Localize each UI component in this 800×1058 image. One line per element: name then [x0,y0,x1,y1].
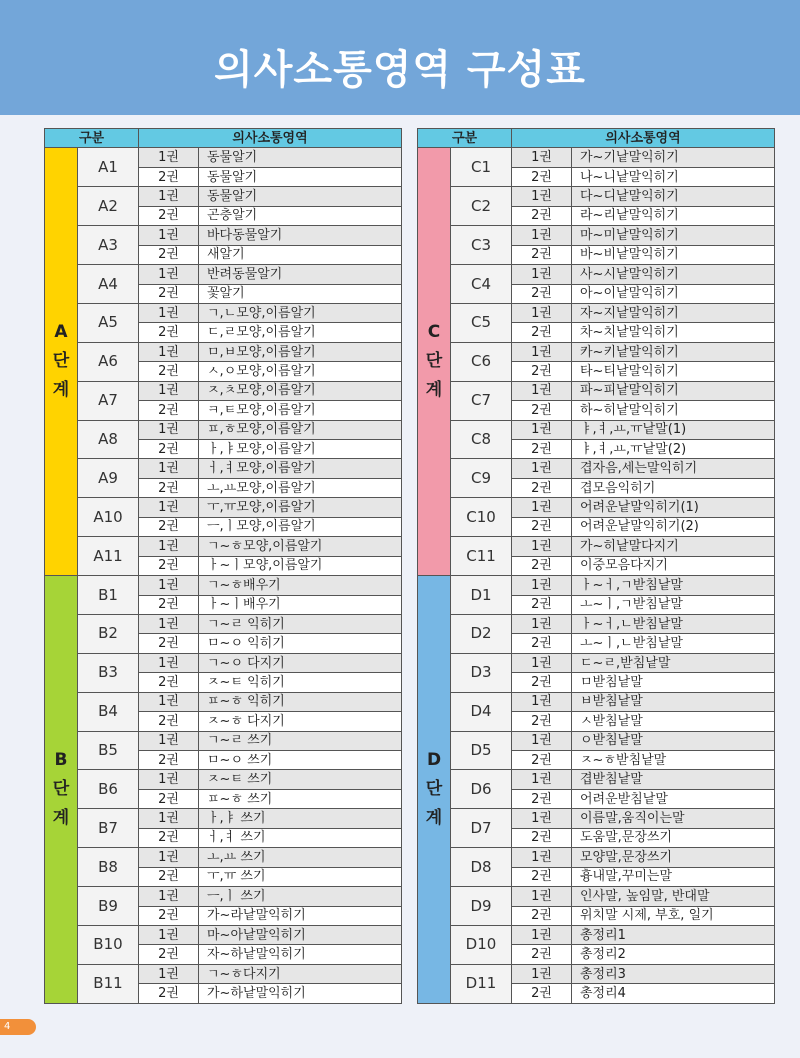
area-item: 총정리1 [572,925,775,944]
volume-label: 1권 [139,692,199,711]
volume-label: 1권 [139,887,199,906]
volume-label: 1권 [512,187,572,206]
table-row [45,887,402,906]
group-code: C3 [451,226,512,265]
volume-label: 2권 [512,945,572,964]
volume-label: 1권 [512,692,572,711]
table-row [45,265,402,284]
table-row [45,187,402,206]
area-item: 인사말, 높임말, 반대말 [572,887,775,906]
group-code: A10 [78,498,139,537]
volume-label: 1권 [512,887,572,906]
area-item: 마~미낱말익히기 [572,226,775,245]
group-code: C9 [451,459,512,498]
area-item: ㅋ,ㅌ모양,이름알기 [199,401,402,420]
volume-label: 2권 [139,634,199,653]
area-item: ㅏ~ㅓ,ㄱ받침낱말 [572,576,775,595]
group-code: D8 [451,848,512,887]
volume-label: 2권 [512,517,572,536]
group-code: C11 [451,537,512,576]
volume-label: 1권 [512,265,572,284]
title-banner [0,0,800,115]
table-row [418,887,775,906]
table-row [418,614,775,633]
area-item: ㅅ,ㅇ모양,이름알기 [199,362,402,381]
volume-label: 1권 [139,148,199,167]
volume-label: 1권 [139,187,199,206]
table-row [45,420,402,439]
table-row [418,342,775,361]
table-row [45,692,402,711]
volume-label: 2권 [139,984,199,1003]
volume-label: 1권 [139,303,199,322]
area-item: ㅍ~ㅎ 쓰기 [199,789,402,808]
volume-label: 2권 [139,401,199,420]
area-item: 바다동물알기 [199,226,402,245]
volume-label: 1권 [512,848,572,867]
table-row [418,226,775,245]
volume-label: 1권 [139,964,199,983]
header-area: 의사소통영역 [139,129,402,148]
group-code: C4 [451,265,512,304]
group-code: D4 [451,692,512,731]
group-code: A9 [78,459,139,498]
volume-label: 1권 [139,459,199,478]
table-row [418,925,775,944]
volume-label: 1권 [139,576,199,595]
area-item: 이중모음다지기 [572,556,775,575]
area-item: ㅓ,ㅕ 쓰기 [199,828,402,847]
volume-label: 1권 [512,770,572,789]
table-row [418,265,775,284]
volume-label: 1권 [139,265,199,284]
area-item: ㄷ~ㄹ,받침낱말 [572,653,775,672]
area-item: 가~하낱말익히기 [199,984,402,1003]
group-code: C8 [451,420,512,459]
area-item: 동물알기 [199,187,402,206]
area-item: 타~티낱말익히기 [572,362,775,381]
group-code: D11 [451,964,512,1003]
group-code: D9 [451,887,512,926]
area-item: ㄷ,ㄹ모양,이름알기 [199,323,402,342]
volume-label: 1권 [512,148,572,167]
volume-label: 2권 [512,789,572,808]
area-item: ㅅ받침낱말 [572,712,775,731]
area-item: ㅈ~ㅌ 익히기 [199,673,402,692]
volume-label: 1권 [512,342,572,361]
volume-label: 1권 [512,731,572,750]
group-code: B5 [78,731,139,770]
group-code: B6 [78,770,139,809]
group-code: A5 [78,303,139,342]
group-code: C1 [451,148,512,187]
table-row [45,925,402,944]
area-item: ㄱ~ㅎ다지기 [199,964,402,983]
volume-label: 2권 [139,828,199,847]
volume-label: 2권 [139,556,199,575]
area-item: ㅏ,ㅑ 쓰기 [199,809,402,828]
volume-label: 1권 [512,537,572,556]
area-item: 이름말,움직이는말 [572,809,775,828]
level-char: 계 [52,807,70,828]
area-item: 겹자음,세는말익히기 [572,459,775,478]
volume-label: 1권 [512,614,572,633]
area-item: ㅏ~ㅣ모양,이름알기 [199,556,402,575]
volume-label: 1권 [139,809,199,828]
area-item: ㅓ,ㅕ모양,이름알기 [199,459,402,478]
table-row [45,614,402,633]
level-char: 계 [425,380,443,401]
page-title: 의사소통영역 구성표 [214,47,586,93]
table-row [418,381,775,400]
volume-label: 2권 [512,751,572,770]
area-item: ㅁ~ㅇ 쓰기 [199,751,402,770]
volume-label: 2권 [139,867,199,886]
volume-label: 2권 [512,828,572,847]
table-row [418,848,775,867]
volume-label: 2권 [512,245,572,264]
volume-label: 1권 [512,964,572,983]
volume-label: 2권 [512,867,572,886]
table-row [45,848,402,867]
group-code: A1 [78,148,139,187]
volume-label: 2권 [139,362,199,381]
volume-label: 2권 [512,362,572,381]
table-row [418,303,775,322]
group-code: A6 [78,342,139,381]
group-code: A3 [78,226,139,265]
volume-label: 2권 [139,751,199,770]
group-code: A4 [78,265,139,304]
volume-label: 1권 [139,381,199,400]
group-code: A11 [78,537,139,576]
area-item: 새알기 [199,245,402,264]
volume-label: 2권 [512,323,572,342]
page-number: 4 [0,1019,36,1035]
volume-label: 2권 [512,556,572,575]
group-code: B10 [78,925,139,964]
area-item: ㅁ~ㅇ 익히기 [199,634,402,653]
group-code: B1 [78,576,139,615]
group-code: C5 [451,303,512,342]
volume-label: 1권 [512,420,572,439]
volume-label: 2권 [139,906,199,925]
area-item: ㅍ,ㅎ모양,이름알기 [199,420,402,439]
area-item: ㅗ~ㅣ,ㄱ받침낱말 [572,595,775,614]
volume-label: 2권 [139,517,199,536]
level-char: C [427,322,441,343]
table-row [45,964,402,983]
table-row [418,692,775,711]
area-item: ㄱ,ㄴ모양,이름알기 [199,303,402,322]
volume-label: 2권 [512,984,572,1003]
group-code: B2 [78,614,139,653]
group-code: B9 [78,887,139,926]
volume-label: 2권 [139,284,199,303]
level-char: 계 [425,807,443,828]
volume-label: 1권 [512,925,572,944]
area-item: 위치말 시제, 부호, 일기 [572,906,775,925]
volume-label: 1권 [512,576,572,595]
volume-label: 2권 [512,440,572,459]
table-row [418,653,775,672]
area-item: ㄱ~ㄹ 쓰기 [199,731,402,750]
area-item: ㅁ받침낱말 [572,673,775,692]
level-label-a [45,148,78,576]
area-item: 도움말,문장쓰기 [572,828,775,847]
area-item: ㅂ받침낱말 [572,692,775,711]
area-item: ㅡ,ㅣ 쓰기 [199,887,402,906]
area-item: 어려운받침낱말 [572,789,775,808]
area-item: 사~시낱말익히기 [572,265,775,284]
area-item: ㄱ~ㄹ 익히기 [199,614,402,633]
area-item: ㅈ,ㅊ모양,이름알기 [199,381,402,400]
volume-label: 2권 [512,712,572,731]
volume-label: 2권 [512,906,572,925]
volume-label: 1권 [512,459,572,478]
table-row [418,148,775,167]
volume-label: 2권 [512,284,572,303]
group-code: D3 [451,653,512,692]
volume-label: 2권 [139,595,199,614]
level-label-b [45,576,78,1004]
area-item: 파~피낱말익히기 [572,381,775,400]
area-item: 마~아낱말익히기 [199,925,402,944]
area-item: 모양말,문장쓰기 [572,848,775,867]
area-item: 아~이낱말익히기 [572,284,775,303]
table-row [45,303,402,322]
table-row [45,576,402,595]
area-item: 가~히낱말다지기 [572,537,775,556]
area-item: 자~지낱말익히기 [572,303,775,322]
table-row [45,653,402,672]
volume-label: 1권 [139,731,199,750]
volume-label: 1권 [512,303,572,322]
table-row [418,537,775,556]
table-row [45,459,402,478]
area-item: 다~디낱말익히기 [572,187,775,206]
area-item: ㅈ~ㅌ 쓰기 [199,770,402,789]
table-row [45,809,402,828]
table-row [45,731,402,750]
table-row [418,770,775,789]
volume-label: 2권 [512,401,572,420]
table-row [45,537,402,556]
volume-label: 1권 [139,342,199,361]
volume-label: 2권 [512,478,572,497]
area-item: ㅏ~ㅣ배우기 [199,595,402,614]
table-row [418,187,775,206]
level-char: B [54,749,68,770]
area-item: 꽃알기 [199,284,402,303]
table-row [418,498,775,517]
volume-label: 2권 [512,634,572,653]
group-code: B4 [78,692,139,731]
area-item: ㅑ,ㅕ,ㅛ,ㅠ낱말(2) [572,440,775,459]
level-label-d [418,576,451,1004]
level-char: A [54,322,68,343]
level-char: 단 [425,778,443,799]
table-row [45,498,402,517]
group-code: D2 [451,614,512,653]
volume-label: 1권 [512,226,572,245]
area-item: 총정리3 [572,964,775,983]
volume-label: 2권 [512,206,572,225]
group-code: A7 [78,381,139,420]
area-item: ㅍ~ㅎ 익히기 [199,692,402,711]
group-code: D1 [451,576,512,615]
volume-label: 1권 [139,614,199,633]
area-item: 총정리2 [572,945,775,964]
volume-label: 1권 [512,498,572,517]
volume-label: 1권 [139,848,199,867]
volume-label: 2권 [512,673,572,692]
level-char: 단 [52,778,70,799]
volume-label: 2권 [139,945,199,964]
area-item: 어려운낱말익히기(2) [572,517,775,536]
area-item: 카~키낱말익히기 [572,342,775,361]
area-item: ㅗ,ㅛ 쓰기 [199,848,402,867]
area-item: 나~니낱말익히기 [572,167,775,186]
volume-label: 2권 [139,323,199,342]
area-item: ㅜ,ㅠ 쓰기 [199,867,402,886]
area-item: ㄱ~ㅎ모양,이름알기 [199,537,402,556]
volume-label: 2권 [512,167,572,186]
area-item: 동물알기 [199,148,402,167]
group-code: D5 [451,731,512,770]
group-code: C7 [451,381,512,420]
area-item: 흉내말,꾸미는말 [572,867,775,886]
volume-label: 2권 [139,673,199,692]
volume-label: 2권 [139,789,199,808]
volume-label: 1권 [139,537,199,556]
group-code: C6 [451,342,512,381]
area-item: 하~히낱말익히기 [572,401,775,420]
group-code: C10 [451,498,512,537]
area-item: ㅏ~ㅓ,ㄴ받침낱말 [572,614,775,633]
volume-label: 2권 [139,440,199,459]
header-category: 구분 [418,129,512,148]
volume-label: 1권 [139,420,199,439]
table-row [45,148,402,167]
header-category: 구분 [45,129,139,148]
volume-label: 2권 [139,167,199,186]
table-row [418,809,775,828]
area-item: 겹모음익히기 [572,478,775,497]
volume-label: 1권 [139,226,199,245]
area-item: 바~비낱말익히기 [572,245,775,264]
volume-label: 1권 [139,925,199,944]
level-char: 단 [425,351,443,372]
volume-label: 1권 [512,653,572,672]
area-item: ㅈ~ㅎ 다지기 [199,712,402,731]
area-item: 겹받침낱말 [572,770,775,789]
group-code: D7 [451,809,512,848]
table-row [45,226,402,245]
volume-label: 1권 [512,809,572,828]
volume-label: 1권 [139,653,199,672]
area-item: 어려운낱말익히기(1) [572,498,775,517]
table-row [45,381,402,400]
table-row [418,731,775,750]
area-item: ㅏ,ㅑ모양,이름알기 [199,440,402,459]
volume-label: 2권 [139,206,199,225]
group-code: D6 [451,770,512,809]
table-row [45,770,402,789]
table-row [418,576,775,595]
group-code: C2 [451,187,512,226]
area-item: ㅁ,ㅂ모양,이름알기 [199,342,402,361]
level-label-c [418,148,451,576]
area-item: 반려동물알기 [199,265,402,284]
area-item: ㅗ~ㅣ,ㄴ받침낱말 [572,634,775,653]
header-area: 의사소통영역 [512,129,775,148]
group-code: B3 [78,653,139,692]
group-code: B8 [78,848,139,887]
area-item: ㅗ,ㅛ모양,이름알기 [199,478,402,497]
group-code: A2 [78,187,139,226]
volume-label: 2권 [139,478,199,497]
group-code: B11 [78,964,139,1003]
table-row [45,342,402,361]
group-code: D10 [451,925,512,964]
area-item: ㄱ~ㅇ 다지기 [199,653,402,672]
table-row [418,964,775,983]
table-row [418,420,775,439]
area-item: 총정리4 [572,984,775,1003]
level-char: D [426,749,442,770]
volume-label: 1권 [139,498,199,517]
area-item: ㅡ,ㅣ모양,이름알기 [199,517,402,536]
left-table [44,128,402,1004]
area-item: 곤충알기 [199,206,402,225]
volume-label: 2권 [139,712,199,731]
volume-label: 2권 [139,245,199,264]
area-item: ㅜ,ㅠ모양,이름알기 [199,498,402,517]
level-char: 계 [52,380,70,401]
group-code: A8 [78,420,139,459]
group-code: B7 [78,809,139,848]
area-item: ㄱ~ㅎ배우기 [199,576,402,595]
area-item: 가~기낱말익히기 [572,148,775,167]
area-item: ㅑ,ㅕ,ㅛ,ㅠ낱말(1) [572,420,775,439]
right-table [417,128,775,1004]
area-item: ㅈ~ㅎ받침낱말 [572,751,775,770]
table-row [418,459,775,478]
area-item: 가~라낱말익히기 [199,906,402,925]
area-item: 동물알기 [199,167,402,186]
volume-label: 2권 [512,595,572,614]
volume-label: 1권 [512,381,572,400]
area-item: 차~치낱말익히기 [572,323,775,342]
level-char: 단 [52,351,70,372]
volume-label: 1권 [139,770,199,789]
area-item: 자~하낱말익히기 [199,945,402,964]
area-item: ㅇ받침낱말 [572,731,775,750]
area-item: 라~리낱말익히기 [572,206,775,225]
